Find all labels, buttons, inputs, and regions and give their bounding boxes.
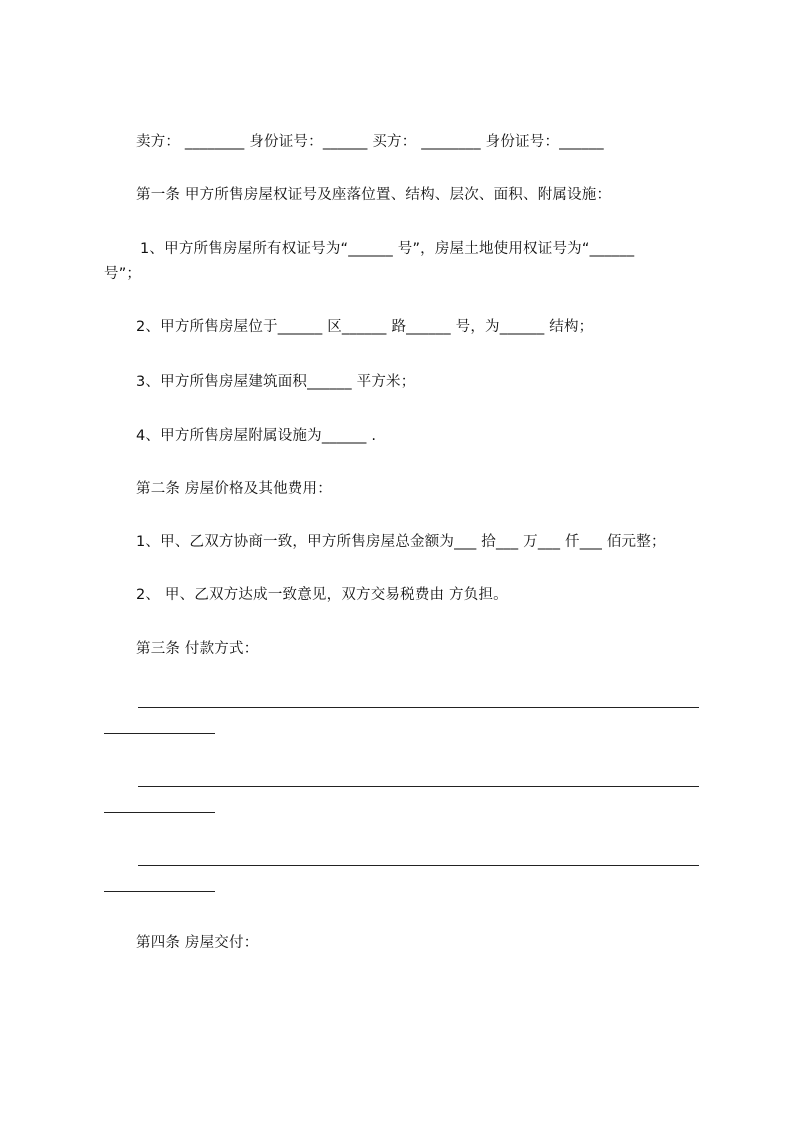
article-1-item-3: 3、甲方所售房屋建筑面积______ 平方米； [136, 374, 416, 390]
payment-blank-line-3a [138, 865, 699, 866]
article-1-item-2: 2、甲方所售房屋位于______ 区______ 路______ 号，为______ 结构； [136, 319, 594, 335]
payment-blank-line-1a [138, 707, 699, 708]
article-2-item-1: 1、甲、乙双方协商一致，甲方所售房屋总金额为___ 拾___ 万___ 仟___ 佰元整； [136, 534, 666, 550]
payment-blank-line-2b [104, 812, 215, 813]
article-2-heading: 第二条 房屋价格及其他费用： [136, 481, 332, 497]
payment-blank-line-3b [104, 891, 215, 892]
article-4-heading: 第四条 房屋交付： [136, 935, 259, 951]
article-1-item-1-continued: 号”； [104, 266, 142, 282]
article-2-item-2: 2、 甲、乙双方达成一致意见，双方交易税费由 方负担。 [136, 587, 508, 603]
article-1-item-1: 1、甲方所售房屋所有权证号为“______ 号”，房屋土地使用权证号为“______ [140, 241, 635, 257]
payment-blank-line-2a [138, 786, 699, 787]
payment-blank-line-1b [104, 733, 215, 734]
article-3-heading: 第三条 付款方式： [136, 641, 259, 657]
parties-line: 卖方： ________ 身份证号：______ 买方： ________ 身份证号：______ [136, 134, 604, 150]
article-1-item-4: 4、甲方所售房屋附属设施为______ . [136, 428, 377, 444]
article-1-heading: 第一条 甲方所售房屋权证号及座落位置、结构、层次、面积、附属设施： [136, 187, 612, 203]
